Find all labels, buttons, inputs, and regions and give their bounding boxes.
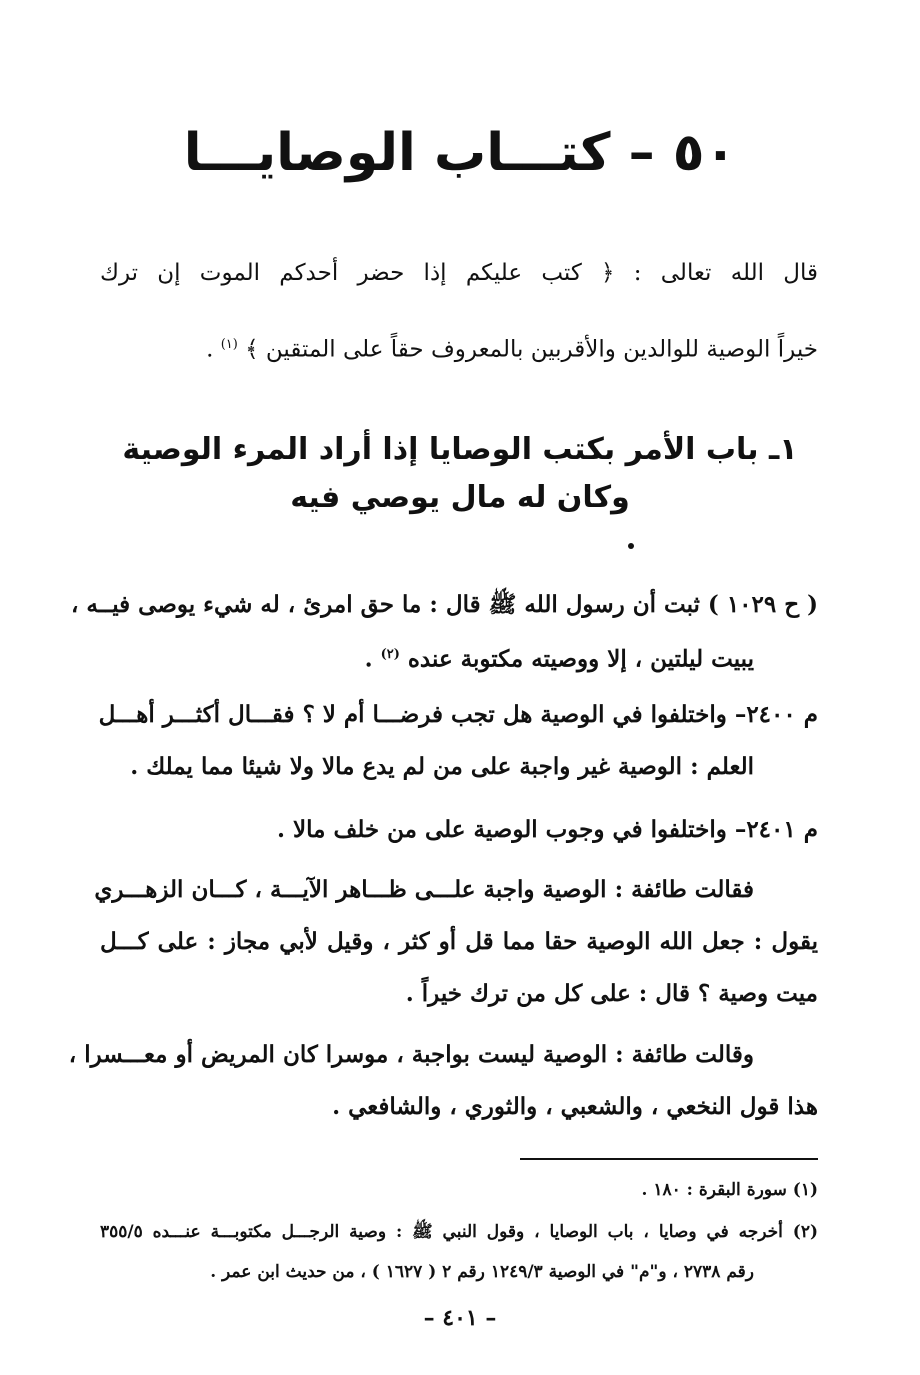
- para1-line-2: يقول : جعل الله الوصية حقا مما قل أو كثر ، وقيل لأبي مجاز : على كـــل: [100, 928, 818, 955]
- footnote-ref-1: (١): [220, 337, 238, 352]
- footnote-1: (١) سورة البقرة : ١٨٠ .: [641, 1180, 818, 1200]
- hadith-text: يبيت ليلتين ، إلا ووصيته مكتوبة عنده: [399, 645, 754, 673]
- para2-line-2: هذا قول النخعي ، والشعبي ، والثوري ، والشافعي .: [332, 1093, 818, 1120]
- chapter-title: ٥٠ – كتـــاب الوصايـــا: [183, 123, 737, 183]
- intro-text: خيراً الوصية للوالدين والأقربين بالمعروف حقاً على المتقين ﴾: [237, 336, 818, 363]
- intro-line-2: [100, 330, 818, 365]
- footnote-ref-2: (٢): [380, 647, 400, 662]
- intro-line-1: قال الله تعالى : ﴿ كتب عليكم إذا حضر أحدكم الموت إن ترك: [100, 260, 818, 286]
- section-title-line-2: وكان له مال يوصي فيه: [290, 480, 630, 515]
- intro-end: .: [206, 336, 221, 363]
- m2401-line-1: م ٢٤٠١– واختلفوا في وجوب الوصية على من خلف مالا .: [277, 816, 818, 843]
- page-number: – ٤٠١ –: [423, 1305, 497, 1331]
- hadith-end: .: [364, 645, 381, 673]
- footnote-2-line-1: (٢) أخرجه في وصايا ، باب الوصايا ، وقول النبي ﷺ : وصية الرجـــل مكتوبـــة عنـــده ٣٥٥/٥: [100, 1222, 818, 1242]
- para1-line-1: فقالت طائفة : الوصية واجبة علـــى ظـــاهر الآيـــة ، كـــان الزهـــري: [94, 876, 754, 903]
- para1-line-3: ميت وصية ؟ قال : على كل من ترك خيراً .: [405, 980, 818, 1007]
- hadith-line-2: [100, 640, 818, 675]
- section-title-line-1: ١ـ باب الأمر بكتب الوصايا إذا أراد المرء الوصية: [122, 432, 798, 467]
- footnote-separator: [520, 1158, 818, 1160]
- hadith-line-1: ( ح ١٠٢٩ ) ثبت أن رسول الله ﷺ قال : ما حق امرئ ، له شيء يوصى فيــه ،: [71, 591, 818, 618]
- footnote-2-line-2: رقم ٢٧٣٨ ، و"م" في الوصية ١٢٤٩/٣ رقم ٢ ( ١٦٢٧ ) ، من حديث ابن عمر .: [210, 1262, 754, 1282]
- decorative-dot: [628, 543, 634, 549]
- m2400-line-2: العلم : الوصية غير واجبة على من لم يدع مالا ولا شيئا مما يملك .: [130, 753, 754, 780]
- m2400-line-1: م ٢٤٠٠– واختلفوا في الوصية هل تجب فرضـــا أم لا ؟ فقـــال أكثـــر أهـــل: [98, 701, 818, 728]
- para2-line-1: وقالت طائفة : الوصية ليست بواجبة ، موسرا كان المريض أو معـــسرا ،: [68, 1041, 754, 1068]
